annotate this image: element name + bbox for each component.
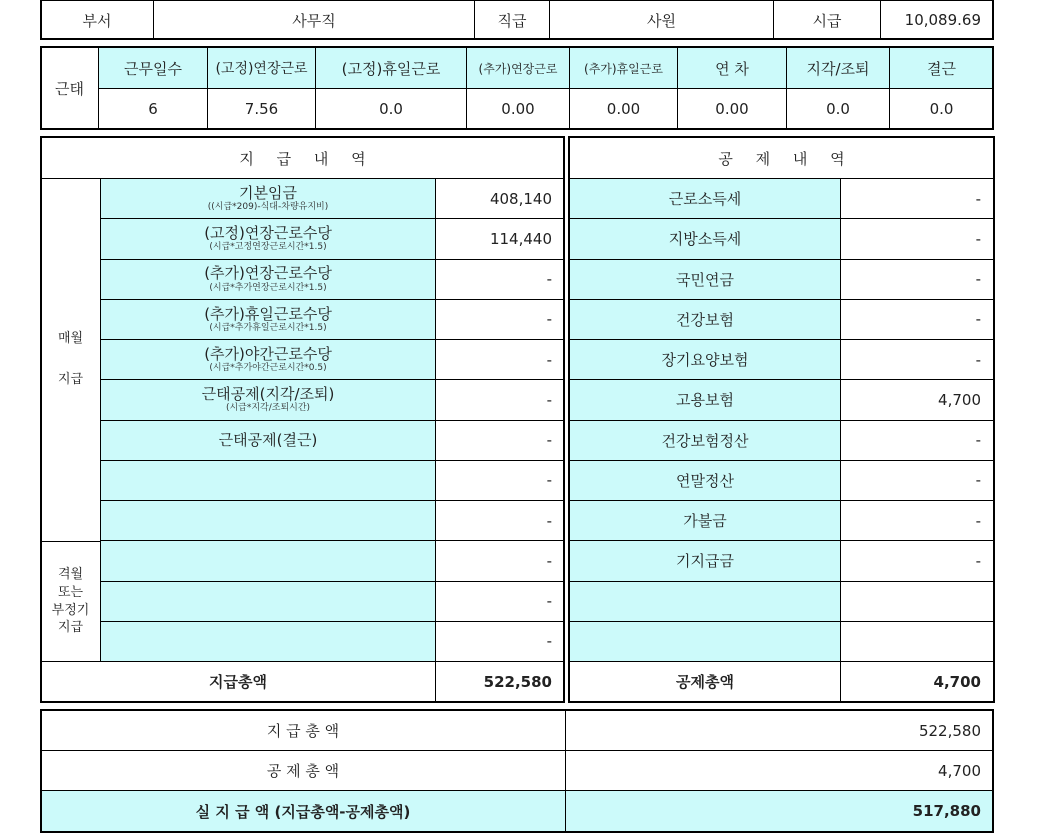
payment-item-name: (추가)야간근로수당 — [204, 344, 332, 363]
deduction-item-amount — [840, 621, 994, 662]
payment-item-formula: (시급*추가휴일근로시간*1.5) — [209, 322, 327, 333]
payments-table — [40, 137, 565, 702]
attendance-label: 근태 — [40, 47, 99, 129]
att-value-late: 0.0 — [786, 88, 890, 129]
payment-item-formula: (시급*추가연장근로시간*1.5) — [209, 282, 327, 293]
deduction-item-amount: - — [840, 420, 994, 461]
deduction-item-name: 국민연금 — [569, 259, 841, 300]
payment-item-amount: - — [435, 379, 565, 420]
deduction-item-name: 고용보험 — [569, 379, 841, 420]
deduction-item-name: 지방소득세 — [569, 218, 841, 259]
att-value-fixed-ot: 7.56 — [207, 88, 316, 129]
att-value-extra-holiday: 0.00 — [569, 88, 678, 129]
monthly-pay-text: 매월 지급 — [57, 330, 84, 388]
payments-total-value: 522,580 — [435, 661, 565, 702]
payment-item-formula: (시급*추가야간근로시간*0.5) — [209, 363, 327, 374]
deduction-item-amount: - — [840, 218, 994, 259]
wage-value: 10,089.69 — [880, 0, 994, 40]
payment-item — [100, 540, 436, 581]
payment-item — [100, 420, 436, 461]
deduction-item-name — [569, 581, 841, 622]
deductions-total-value: 4,700 — [840, 661, 994, 702]
attendance-table — [40, 47, 994, 129]
payment-item-name: 기본임금 — [239, 183, 297, 202]
payment-item — [100, 339, 436, 380]
irregular-pay-text: 격월 또는 부정기 지급 — [51, 567, 90, 636]
deduct-label: 공 제 총 액 — [40, 750, 566, 791]
payment-item-name: (추가)연장근로수당 — [204, 264, 332, 283]
deduction-item-amount: - — [840, 339, 994, 380]
deductions-title: 공 제 내 역 — [569, 137, 994, 179]
payment-item — [100, 218, 436, 259]
att-header-extra-ot: (추가)연장근로 — [466, 47, 570, 89]
payment-item-amount: - — [435, 540, 565, 581]
att-header-fixed-holiday: (고정)휴일근로 — [315, 47, 467, 89]
att-value-extra-ot: 0.00 — [466, 88, 570, 129]
net-pay-label: 실 지 급 액 (지급총액-공제총액) — [40, 790, 566, 832]
deduction-item-name: 장기요양보험 — [569, 339, 841, 380]
deduction-item-amount: - — [840, 540, 994, 581]
deductions-table — [569, 137, 994, 702]
payment-item — [100, 621, 436, 662]
payment-item-amount: - — [435, 621, 565, 662]
payment-item-amount: - — [435, 259, 565, 300]
att-header-fixed-ot: (고정)연장근로 — [207, 47, 316, 89]
payment-item — [100, 581, 436, 622]
deduction-item-name — [569, 621, 841, 662]
att-header-annual: 연 차 — [677, 47, 787, 89]
att-value-annual: 0.00 — [677, 88, 787, 129]
deduction-item-amount: 4,700 — [840, 379, 994, 420]
gross-value: 522,580 — [565, 710, 994, 751]
payment-item-amount: - — [435, 339, 565, 380]
deduction-item-amount: - — [840, 259, 994, 300]
payment-item — [100, 500, 436, 541]
deduction-item-name: 근로소득세 — [569, 178, 841, 219]
deduction-item-amount: - — [840, 500, 994, 541]
att-header-extra-holiday: (추가)휴일근로 — [569, 47, 678, 89]
payment-item-formula: (시급*지각/조퇴시간) — [225, 403, 311, 414]
dept-value: 사무직 — [153, 0, 475, 40]
irregular-pay-label — [40, 541, 101, 662]
deduction-item-name: 건강보험정산 — [569, 420, 841, 461]
att-value-fixed-holiday: 0.0 — [315, 88, 467, 129]
att-value-days: 6 — [98, 88, 208, 129]
deduction-item-amount: - — [840, 460, 994, 501]
wage-label: 시급 — [773, 0, 881, 40]
payments-title: 지 급 내 역 — [40, 137, 565, 179]
payment-item-name: (추가)휴일근로수당 — [204, 304, 332, 323]
deduction-item-name: 연말정산 — [569, 460, 841, 501]
payments-total-label: 지급총액 — [40, 661, 436, 702]
payment-item-amount: - — [435, 460, 565, 501]
gross-label: 지 급 총 액 — [40, 710, 566, 751]
payment-item — [100, 460, 436, 501]
deduction-item-name: 가불금 — [569, 500, 841, 541]
deductions-total-label: 공제총액 — [569, 661, 841, 702]
payment-item-amount: - — [435, 420, 565, 461]
att-header-late: 지각/조퇴 — [786, 47, 890, 89]
payment-item-formula: ((시급*209)-식대-차량유지비) — [207, 202, 329, 213]
att-header-absence: 결근 — [889, 47, 994, 89]
payment-item-name: (고정)연장근로수당 — [204, 224, 332, 243]
dept-label: 부서 — [40, 0, 154, 40]
att-value-absence: 0.0 — [889, 88, 994, 129]
net-pay-value: 517,880 — [565, 790, 994, 832]
monthly-pay-label — [40, 178, 101, 542]
deduction-item-amount — [840, 581, 994, 622]
deduction-item-amount: - — [840, 178, 994, 219]
payment-item-formula: (시급*고정연장근로시간*1.5) — [209, 242, 327, 253]
deduct-value: 4,700 — [565, 750, 994, 791]
payment-item-amount: 114,440 — [435, 218, 565, 259]
payment-item-amount: 408,140 — [435, 178, 565, 219]
info-row — [40, 0, 994, 40]
summary-table — [40, 710, 994, 832]
payment-item — [100, 259, 436, 300]
rank-label: 직급 — [474, 0, 550, 40]
rank-value: 사원 — [549, 0, 774, 40]
att-header-days: 근무일수 — [98, 47, 208, 89]
payment-item — [100, 379, 436, 420]
payment-item — [100, 299, 436, 340]
deduction-item-amount: - — [840, 299, 994, 340]
deduction-item-name: 건강보험 — [569, 299, 841, 340]
payment-item — [100, 178, 436, 219]
payment-item-amount: - — [435, 500, 565, 541]
payment-item-name: 근태공제(지각/조퇴) — [201, 385, 335, 404]
payment-item-name: 근태공제(결근) — [218, 430, 318, 449]
payment-item-amount: - — [435, 299, 565, 340]
payment-item-amount: - — [435, 581, 565, 622]
deduction-item-name: 기지급금 — [569, 540, 841, 581]
